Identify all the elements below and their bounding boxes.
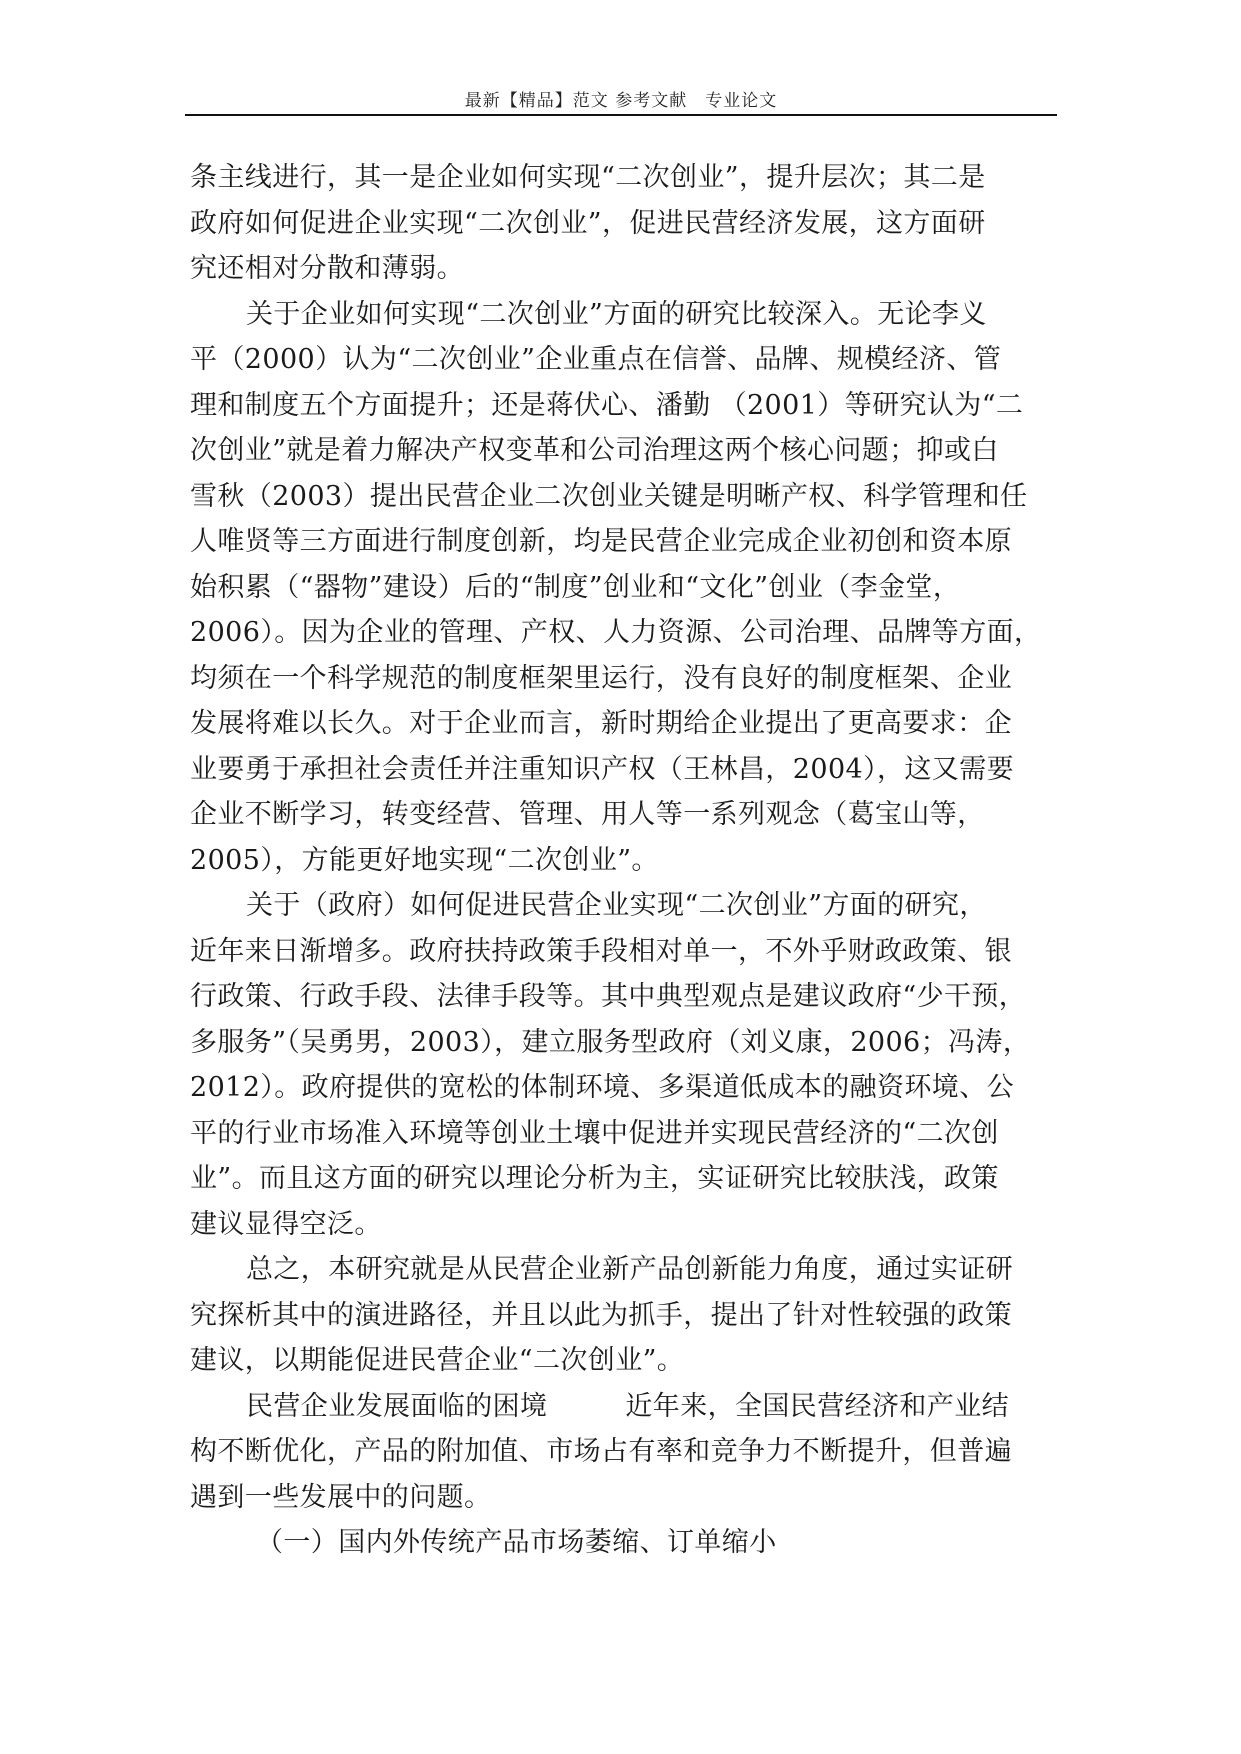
header-divider — [185, 114, 1057, 116]
text-line: 理和制度五个方面提升；还是蒋伏心、潘勤 （2001）等研究认为“二 — [190, 389, 1024, 421]
text-line: 究还相对分散和薄弱。 — [190, 253, 464, 284]
text-line: 遇到一些发展中的问题。 — [190, 1481, 492, 1513]
text-line: 企业不断学习，转变经营、管理、用人等一系列观念（葛宝山等， — [190, 799, 985, 830]
text-line: 平的行业市场准入环境等创业土壤中促进并实现民营经济的“二次创 — [190, 1117, 999, 1149]
text-line: 雪秋（2003）提出民营企业二次创业关键是明晰产权、科学管理和任 — [190, 480, 1028, 512]
text-line: 构不断优化，产品的附加值、市场占有率和竞争力不断提升，但普遍 — [190, 1436, 1012, 1467]
text-line: 业要勇于承担社会责任并注重知识产权（王林昌，2004），这又需要 — [190, 753, 1015, 785]
section-heading-line — [190, 1384, 1056, 1430]
document-body — [190, 155, 1056, 1566]
paragraph-first-line: 总之，本研究就是从民营企业新产品创新能力角度，通过实证研 — [246, 1254, 1014, 1285]
text-line: 2005），方能更好地实现“二次创业”。 — [190, 844, 659, 876]
paragraph-first-line: 关于（政府）如何促进民营企业实现“二次创业”方面的研究， — [246, 890, 987, 921]
text-line: 均须在一个科学规范的制度框架里运行，没有良好的制度框架、企业 — [190, 662, 1012, 694]
text-line: 多服务”（吴勇男，2003），建立服务型政府（刘义康，2006；冯涛， — [190, 1026, 1031, 1058]
text-line: 究探析其中的演进路径，并且以此为抓手，提出了针对性较强的政策 — [190, 1299, 1012, 1331]
section-title: 民营企业发展面临的困境 — [246, 1390, 548, 1422]
text-line: 2006）。因为企业的管理、产权、人力资源、公司治理、品牌等方面， — [190, 617, 1042, 648]
text-line: 次创业”就是着力解决产权变革和公司治理这两个核心问题；抑或白 — [190, 435, 999, 466]
text-line: 人唯贤等三方面进行制度创新，均是民营企业完成企业初创和资本原 — [190, 526, 1012, 557]
section-intro: 近年来，全国民营经济和产业结 — [625, 1390, 1010, 1422]
text-line: 行政策、行政手段、法律手段等。其中典型观点是建议政府“少干预， — [190, 981, 1027, 1012]
text-line: 建议显得空泛。 — [190, 1208, 382, 1240]
page-header: 最新【精品】范文 参考文献 专业论文 — [464, 91, 778, 111]
paragraph-first-line: 关于企业如何实现“二次创业”方面的研究比较深入。无论李义 — [246, 298, 987, 330]
text-line: 建议，以期能促进民营企业“二次创业”。 — [190, 1345, 685, 1376]
text-line: 近年来日渐增多。政府扶持政策手段相对单一，不外乎财政政策、银 — [190, 935, 1012, 967]
text-line: 始积累（“器物”建设）后的“制度”创业和“文化”创业（李金堂， — [190, 571, 961, 603]
subheading: （一）国内外传统产品市场萎缩、订单缩小 — [256, 1527, 777, 1558]
text-line: 2012）。政府提供的宽松的体制环境、多渠道低成本的融资环境、公 — [190, 1072, 1015, 1103]
text-line: 发展将难以长久。对于企业而言，新时期给企业提出了更高要求：企 — [190, 708, 1012, 739]
text-line: 政府如何促进企业实现“二次创业”，促进民营经济发展，这方面研 — [190, 207, 986, 239]
text-line: 业”。而且这方面的研究以理论分析为主，实证研究比较肤浅，政策 — [190, 1163, 999, 1194]
text-line: 平（2000）认为“二次创业”企业重点在信誉、品牌、规模经济、管 — [190, 344, 1002, 375]
text-line: 条主线进行，其一是企业如何实现“二次创业”，提升层次；其二是 — [190, 162, 986, 193]
